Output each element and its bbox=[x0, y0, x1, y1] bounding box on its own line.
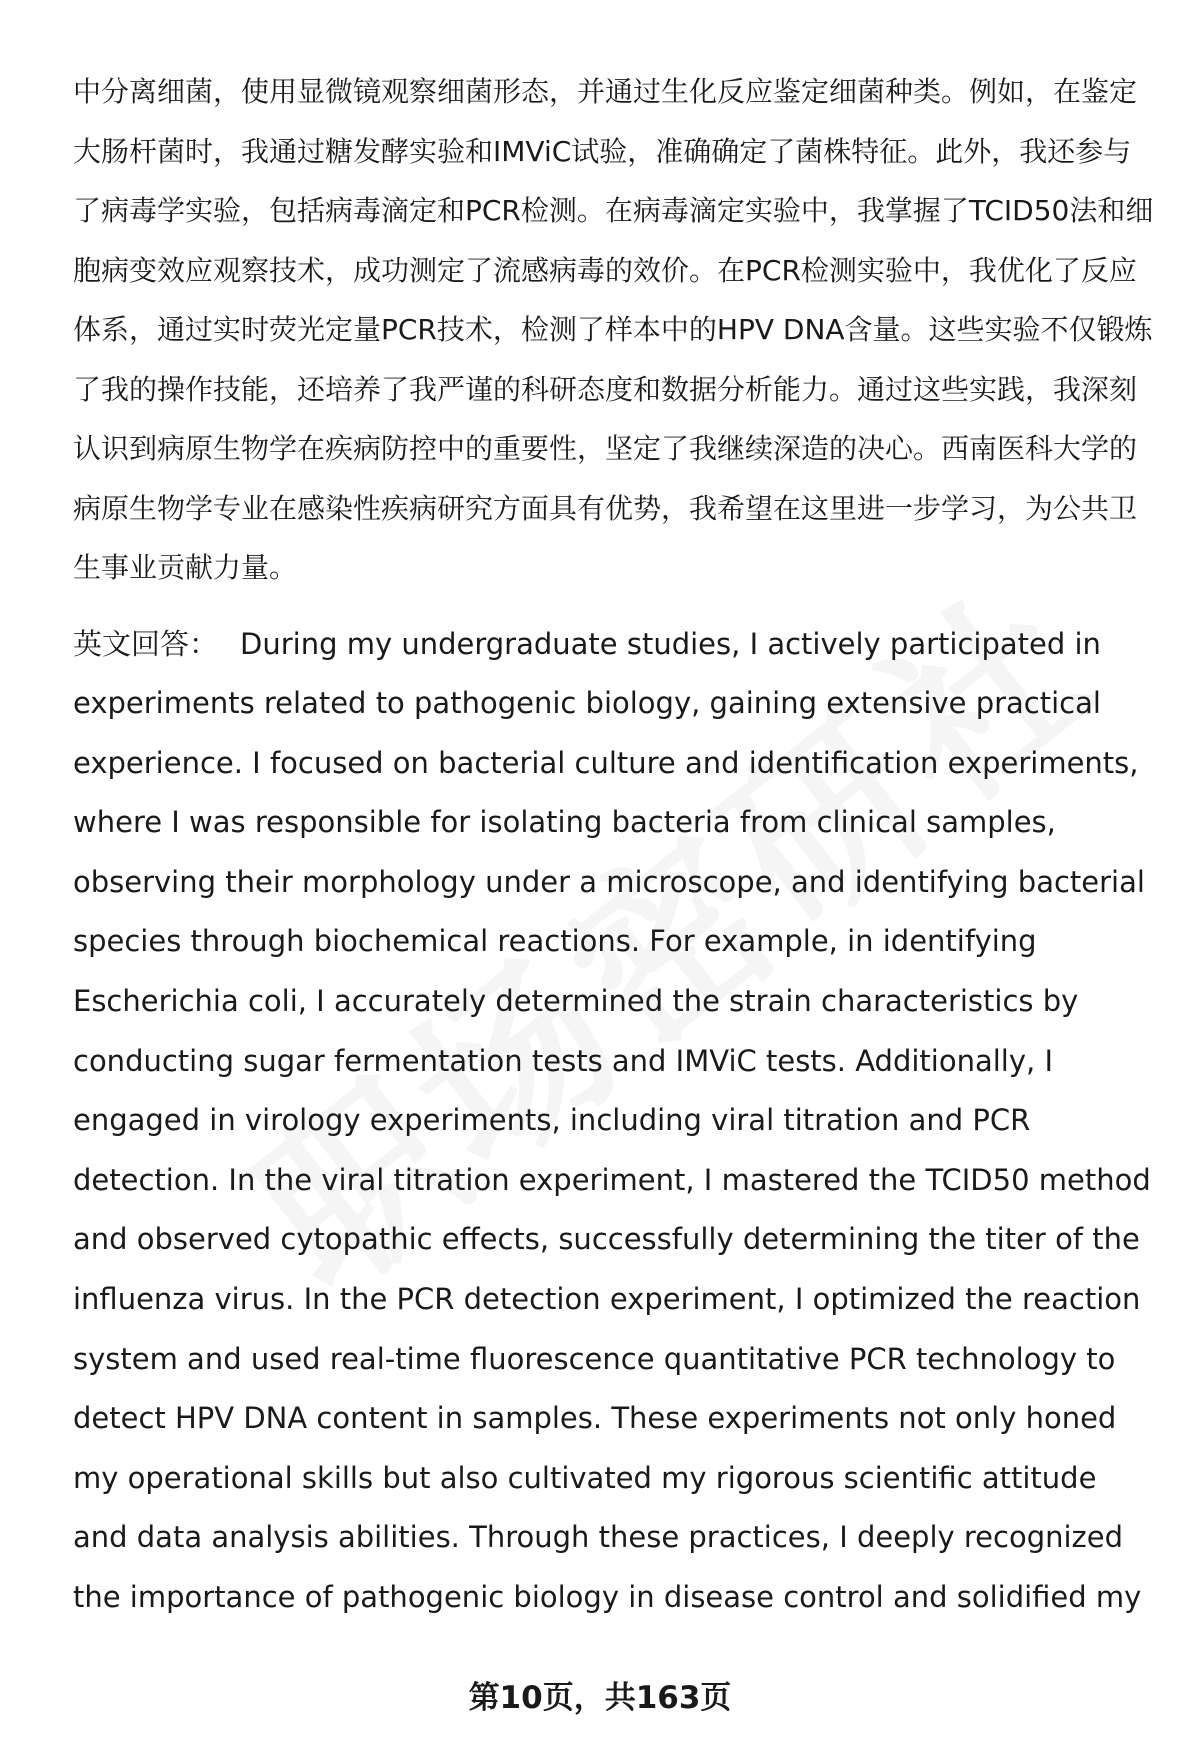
english-answer-paragraph bbox=[73, 615, 1155, 1628]
english-answer-label: 英文回答： bbox=[73, 626, 219, 661]
page-number-footer: 第10页，共163页 bbox=[468, 1680, 732, 1716]
english-answer-text: During my undergraduate studies, I actively participated in experiments related to pathogenic biology, gaining extensive practical experience. I focused on bacterial culture and identification experiments, where I was responsible for isolating bacteria from clinical samples, observing their morphology under a microscope, and identifying bacterial species through biochemical reactions. For example, in identifying Escherichia coli, I accurately determined the strain characteristics by conducting sugar fermentation tests and IMViC tests. Additionally, I engaged in virology experiments, including viral titration and PCR detection. In the viral titration experiment, I mastered the TCID50 method and observed cytopathic effects, successfully determining the titer of the influenza virus. In the PCR detection experiment, I optimized the reaction system and used real-time fluorescence quantitative PCR technology to detect HPV DNA content in samples. These experiments not only honed my operational skills but also cultivated my rigorous scientific attitude and data analysis abilities. Through these practices, I deeply recognized the importance of pathogenic biology in disease control and solidified my bbox=[73, 626, 1151, 1614]
chinese-answer-paragraph: 中分离细菌，使用显微镜观察细菌形态，并通过生化反应鉴定细菌种类。例如，在鉴定大肠杆菌时，我通过糖发酵实验和IMViC试验，准确确定了菌株特征。此外，我还参与了病毒学实验，包括病毒滴定和PCR检测。在病毒滴定实验中，我掌握了TCID50法和细胞病变效应观察技术，成功测定了流感病毒的效价。在PCR检测实验中，我优化了反应体系，通过实时荧光定量PCR技术，检测了样本中的HPV DNA含量。这些实验不仅锻炼了我的操作技能，还培养了我严谨的科研态度和数据分析能力。通过这些实践，我深刻认识到病原生物学在疾病防控中的重要性，坚定了我继续深造的决心。西南医科大学的病原生物学专业在感染性疾病研究方面具有优势，我希望在这里进一步学习，为公共卫生事业贡献力量。 bbox=[73, 75, 1154, 584]
document-body bbox=[73, 62, 1155, 1628]
